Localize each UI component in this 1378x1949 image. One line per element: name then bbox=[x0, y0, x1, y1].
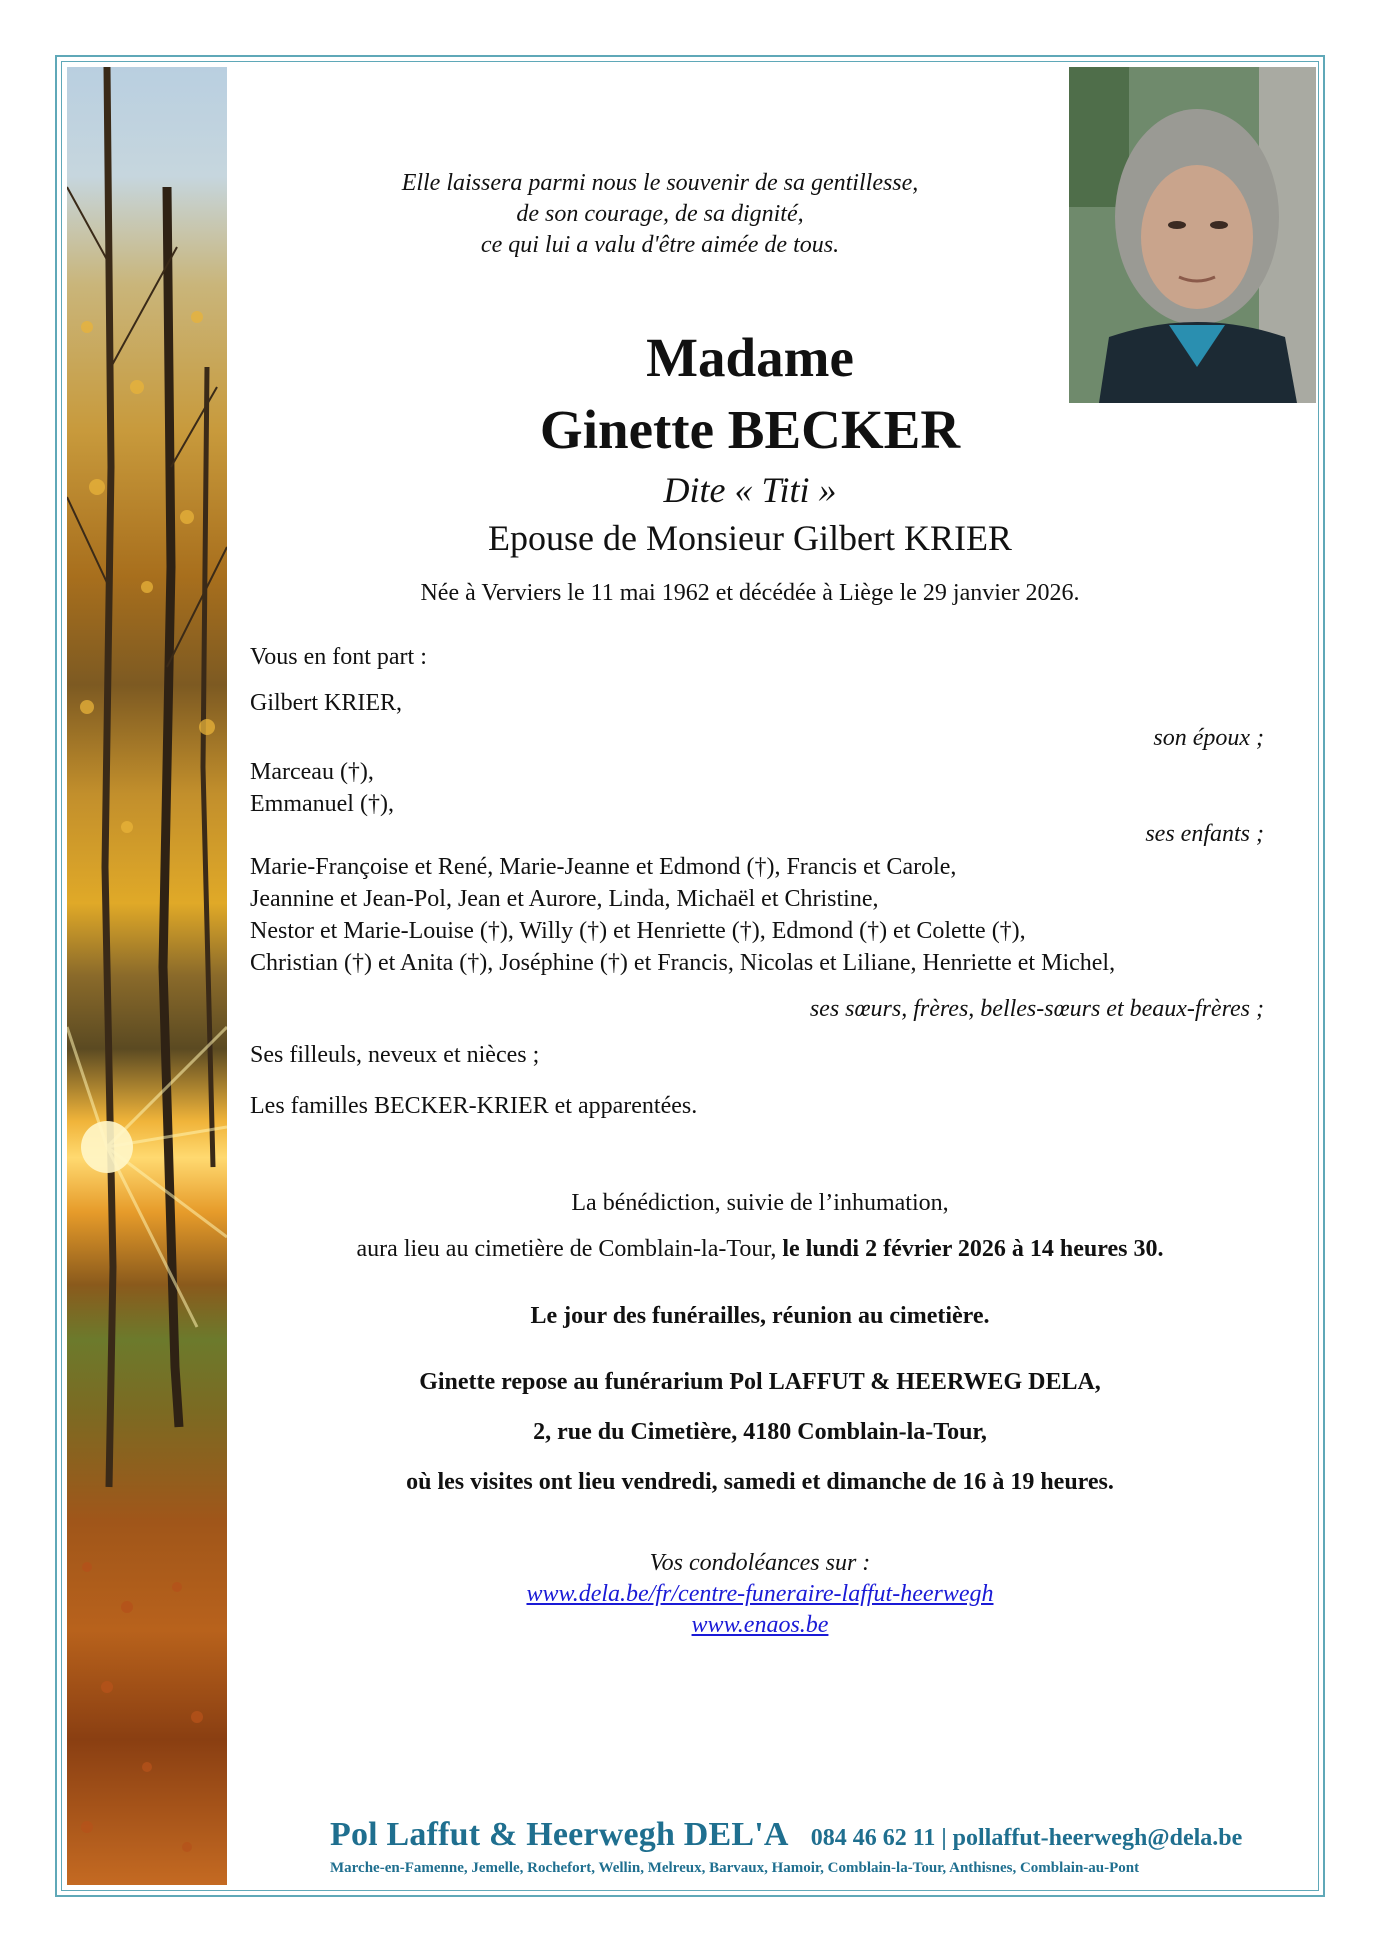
siblings-line: Christian (†) et Anita (†), Joséphine (†) et Francis, Nicolas et Liliane, Henriette et Michel, bbox=[250, 950, 1116, 976]
families-block bbox=[250, 1090, 1270, 1122]
spouse-role-block bbox=[250, 722, 1270, 754]
siblings-block bbox=[250, 851, 1270, 979]
funeral-home-locations: Marche-en-Famenne, Jemelle, Rochefort, Wellin, Melreux, Barvaux, Hamoir, Comblain-la-Tour, Anthisnes, Comblain-au-Pont bbox=[330, 1860, 1140, 1876]
funerarium-address: 2, rue du Cimetière, 4180 Comblain-la-Tour, bbox=[533, 1419, 987, 1445]
deceased-nickname: Dite « Titi » bbox=[663, 470, 837, 510]
deceased-portrait-photo bbox=[1069, 67, 1316, 403]
quote-line: ce qui lui a valu d'être aimée de tous. bbox=[480, 232, 840, 258]
deceased-name: Ginette BECKER bbox=[539, 399, 961, 460]
funeral-home-footer bbox=[330, 1816, 1243, 1877]
memorial-quote bbox=[330, 168, 990, 261]
child-name: Marceau (†), bbox=[250, 759, 374, 785]
intro-text: Vous en font part : bbox=[250, 644, 427, 670]
condolences-block bbox=[250, 1548, 1270, 1641]
families-text: Les familles BECKER-KRIER et apparentées. bbox=[250, 1093, 698, 1119]
godchildren-block bbox=[250, 1039, 1270, 1071]
ceremony-datetime: le lundi 2 février 2026 à 14 heures 30. bbox=[782, 1236, 1164, 1262]
spouse-line: Epouse de Monsieur Gilbert KRIER bbox=[488, 518, 1012, 558]
spouse-name: Gilbert KRIER, bbox=[250, 690, 402, 716]
siblings-line: Marie-Françoise et René, Marie-Jeanne et Edmond (†), Francis et Carole, bbox=[250, 854, 957, 880]
funeral-home-contact[interactable]: 084 46 62 11 | pollaffut-heerwegh@dela.be bbox=[810, 1825, 1243, 1851]
autumn-tree-photo bbox=[67, 67, 227, 1885]
children-role: ses enfants ; bbox=[1145, 821, 1264, 847]
child-name: Emmanuel (†), bbox=[250, 791, 394, 817]
ceremony-meeting: Le jour des funérailles, réunion au cimetière. bbox=[530, 1303, 990, 1329]
spouse-block bbox=[250, 687, 1270, 719]
quote-line: de son courage, de sa dignité, bbox=[516, 201, 804, 227]
condolences-label: Vos condoléances sur : bbox=[649, 1550, 871, 1576]
children-role-block bbox=[250, 818, 1270, 850]
funeral-home-logo: Pol Laffut & Heerwegh DEL'A bbox=[330, 1816, 789, 1853]
siblings-line: Nestor et Marie-Louise (†), Willy (†) et Henriette (†), Edmond (†) et Colette (†), bbox=[250, 918, 1026, 944]
funerarium-line: Ginette repose au funérarium Pol LAFFUT & HEERWEG DELA, bbox=[419, 1369, 1101, 1395]
announcement-intro bbox=[250, 641, 1270, 673]
birth-death-dates: Née à Verviers le 11 mai 1962 et décédée à Liège le 29 janvier 2026. bbox=[420, 580, 1080, 606]
siblings-line: Jeannine et Jean-Pol, Jean et Aurore, Linda, Michaël et Christine, bbox=[250, 886, 879, 912]
ceremony-line-2 bbox=[250, 1233, 1270, 1265]
godchildren-text: Ses filleuls, neveux et nièces ; bbox=[250, 1042, 540, 1068]
deceased-title: Madame bbox=[646, 327, 854, 388]
enaos-condolence-link[interactable]: www.enaos.be bbox=[691, 1612, 829, 1638]
siblings-role: ses sœurs, frères, belles-sœurs et beaux-frères ; bbox=[809, 996, 1264, 1022]
ceremony-line-1: La bénédiction, suivie de l’inhumation, bbox=[571, 1190, 949, 1216]
ceremony-location: aura lieu au cimetière de Comblain-la-Tour, bbox=[356, 1236, 783, 1262]
dela-condolence-link[interactable]: www.dela.be/fr/centre-funeraire-laffut-heerwegh bbox=[526, 1581, 994, 1607]
children-block bbox=[250, 756, 1270, 820]
spouse-role: son époux ; bbox=[1153, 725, 1264, 751]
quote-line: Elle laissera parmi nous le souvenir de sa gentillesse, bbox=[401, 170, 919, 196]
visiting-hours: où les visites ont lieu vendredi, samedi et dimanche de 16 à 19 heures. bbox=[406, 1469, 1114, 1495]
siblings-role-block bbox=[250, 993, 1270, 1025]
